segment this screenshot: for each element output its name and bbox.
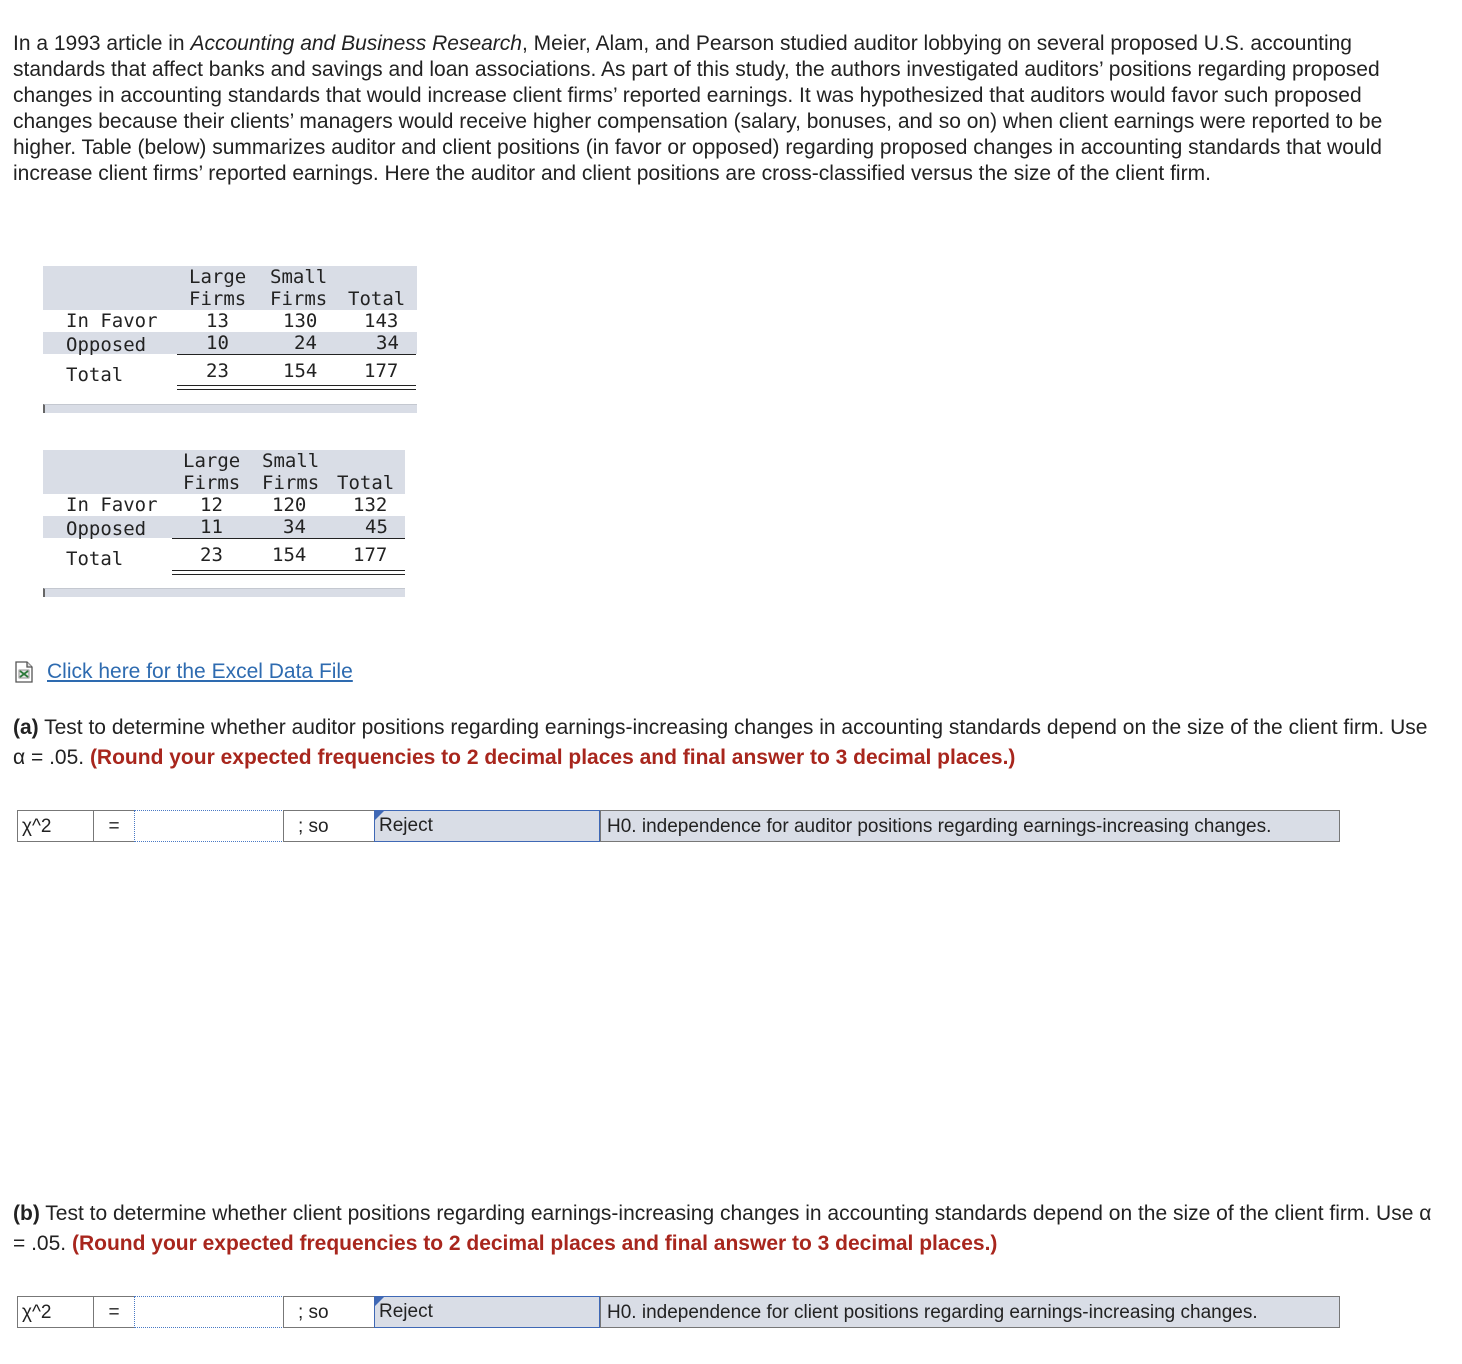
header-firms: Firms [270,288,328,310]
part-b-text: Test to determine whether client positions regarding earnings-increasing changes in accounting standards depend on the size of the client firm. Use α = .05. [13,1202,1432,1255]
client-positions-table [43,450,405,598]
cell-value: 154 [272,544,307,566]
chi-square-label: χ^2 [17,810,94,842]
cell-value: 11 [200,516,223,538]
part-a-decision-value: Reject [379,815,433,836]
part-a-question [13,713,1433,773]
cell-value: 120 [272,494,307,516]
part-b-conclusion: H0. independence for client positions regarding earnings-increasing changes. [600,1296,1340,1328]
row-label-opposed: Opposed [66,334,147,356]
header-small: Small [262,450,320,472]
intro-text-start: In a 1993 article in [13,32,191,55]
cell-value: 13 [206,310,229,332]
part-b-label: (b) [13,1202,40,1225]
cell-value: 154 [283,360,318,382]
excel-data-file-link[interactable] [13,660,353,684]
cell-value: 132 [353,494,388,516]
cell-value: 177 [364,360,399,382]
row-label-total: Total [66,548,124,570]
cell-value: 45 [365,516,388,538]
cell-value: 23 [200,544,223,566]
cell-value: 34 [376,332,399,354]
row-label-opposed: Opposed [66,518,147,540]
dropdown-corner-icon [375,1297,384,1306]
cell-value: 23 [206,360,229,382]
intro-text-rest: , Meier, Alam, and Pearson studied auditor lobbying on several proposed U.S. accounting standards that affect banks and savings and loan associations. As part of this study, the authors investigated auditors’ positions regarding proposed changes in accounting standards that would increase client firms’ reported earnings. It was hypothesized that auditors would favor such proposed changes because their clients’ managers would receive higher compensation (salary, bonuses, and so on) when client earnings were reported to be higher. Table (below) summarizes auditor and client positions (in favor or opposed) regarding proposed changes in accounting standards that would increase client firms’ reported earnings. Here the auditor and client positions are cross-classified versus the size of the client firm. [13,32,1383,185]
header-firms: Firms [262,472,320,494]
excel-file-icon [13,661,35,683]
part-a-decision-dropdown[interactable] [374,810,600,842]
cell-value: 24 [294,332,317,354]
part-a-text: Test to determine whether auditor positions regarding earnings-increasing changes in accounting standards depend on the size of the client firm. Use α = .05. [13,716,1428,769]
part-a-answer-row [17,810,1342,844]
header-firms: Firms [183,472,241,494]
part-b-instruction: (Round your expected frequencies to 2 decimal places and final answer to 3 decimal places.) [71,1232,998,1255]
part-b-decision-dropdown[interactable] [374,1296,600,1328]
equals-sign: = [93,1296,135,1328]
row-label-in-favor: In Favor [66,310,158,332]
equals-sign: = [93,810,135,842]
auditor-positions-table [43,266,417,414]
so-label: ; so [283,1296,375,1328]
row-label-in-favor: In Favor [66,494,158,516]
intro-paragraph [13,31,1433,187]
excel-link-label: Click here for the Excel Data File [47,660,353,683]
part-a-instruction: (Round your expected frequencies to 2 decimal places and final answer to 3 decimal places.) [89,746,1016,769]
header-large: Large [189,266,247,288]
part-b-decision-value: Reject [379,1301,433,1322]
header-firms: Firms [189,288,247,310]
so-label: ; so [283,810,375,842]
part-a-chi-square-input[interactable] [134,810,284,842]
header-large: Large [183,450,241,472]
cell-value: 10 [206,332,229,354]
part-b-answer-row [17,1296,1342,1330]
part-a-conclusion: H0. independence for auditor positions regarding earnings-increasing changes. [600,810,1340,842]
header-total: Total [348,288,406,310]
part-b-chi-square-input[interactable] [134,1296,284,1328]
cell-value: 34 [283,516,306,538]
row-label-total: Total [66,364,124,386]
header-small: Small [270,266,328,288]
part-a-label: (a) [13,716,39,739]
part-b-question [13,1199,1433,1259]
dropdown-corner-icon [375,811,384,820]
chi-square-label: χ^2 [17,1296,94,1328]
cell-value: 177 [353,544,388,566]
header-total: Total [337,472,395,494]
cell-value: 12 [200,494,223,516]
cell-value: 130 [283,310,318,332]
cell-value: 143 [364,310,399,332]
journal-title: Accounting and Business Research [190,32,522,55]
